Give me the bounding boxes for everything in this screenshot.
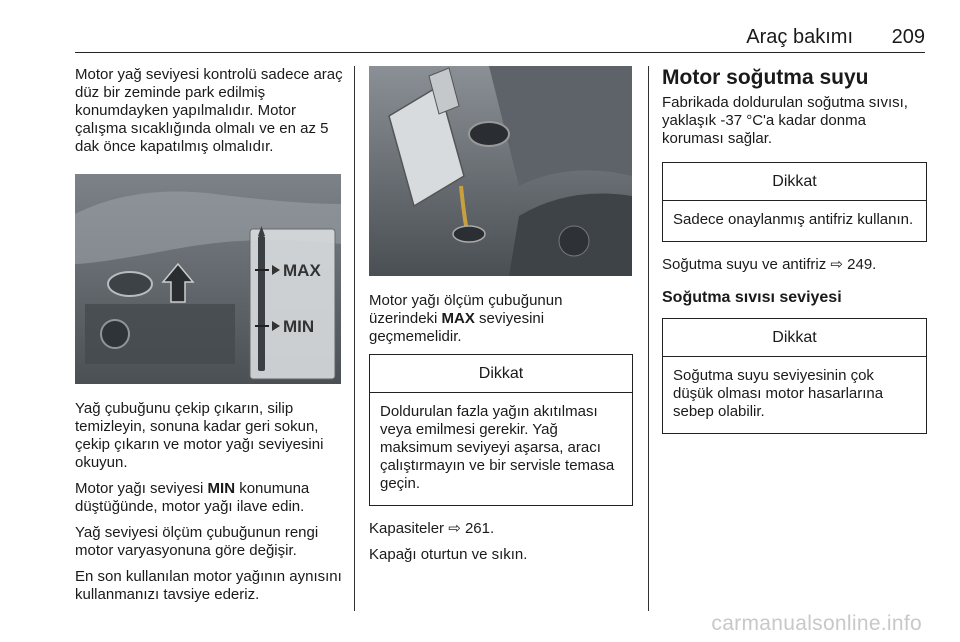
column-divider bbox=[354, 66, 355, 611]
notice-body: Sadece onaylanmış antifriz kullanın. bbox=[673, 211, 914, 228]
oil-filling-image bbox=[369, 66, 632, 276]
section-heading: Motor soğutma suyu bbox=[662, 66, 869, 89]
notice-box bbox=[662, 318, 927, 434]
subsection-heading: Soğutma sıvısı seviyesi bbox=[662, 289, 842, 306]
notice-title: Dikkat bbox=[663, 319, 926, 357]
paragraph: Fabrikada doldurulan soğutma sıvısı, yaklaşık -37 °C'a kadar donma koruması sağlar. bbox=[662, 94, 908, 147]
dipstick-max-label: MAX bbox=[283, 261, 321, 280]
column-left bbox=[75, 66, 343, 612]
bold-min: MIN bbox=[207, 480, 236, 497]
notice-box bbox=[369, 354, 633, 506]
paragraph: Yağ seviyesi ölçüm çubuğunun rengi motor varyasyonuna göre değişir. bbox=[75, 524, 319, 559]
capacities-reference: Kapasiteler ⇨ 261. bbox=[369, 520, 495, 537]
paragraph-max: Motor yağı ölçüm çubuğunun üzerindeki MAX seviyesini geçmemelidir. bbox=[369, 292, 563, 345]
dipstick-min-label: MIN bbox=[283, 317, 315, 336]
page-number: 209 bbox=[891, 26, 925, 48]
notice-title: Dikkat bbox=[663, 163, 926, 201]
notice-box bbox=[662, 162, 927, 242]
notice-title: Dikkat bbox=[370, 355, 632, 393]
page-header bbox=[75, 22, 925, 53]
column-middle bbox=[369, 66, 633, 572]
watermark-text: carmanualsonline.info bbox=[711, 612, 922, 635]
paragraph: Yağ çubuğunu çekip çıkarın, silip temizleyin, sonuna kadar geri sokun, çekip çıkarın ve motor yağı seviyesini okuyun. bbox=[75, 400, 324, 471]
paragraph: Kapağı oturtun ve sıkın. bbox=[369, 546, 528, 563]
notice-body: Doldurulan fazla yağın akıtılması veya emilmesi gerekir. Yağ maksimum seviyeyi aşarsa, aracı çalıştırmayın ve bir servisle temasa geçin. bbox=[380, 403, 615, 492]
column-divider bbox=[648, 66, 649, 611]
intro-paragraph: Motor yağ seviyesi kontrolü sadece araç düz bir zeminde park edilmiş konumdayken yapılmalıdır. Motor çalışma sıcaklığında olmalı ve en az 5 dak önce kapatılmış olmalıdır. bbox=[75, 66, 343, 155]
paragraph: En son kullanılan motor yağının aynısını kullanmanızı tavsiye ederiz. bbox=[75, 568, 342, 603]
paragraph-min: Motor yağı seviyesi MIN konumuna düştüğünde, motor yağı ilave edin. bbox=[75, 480, 310, 515]
notice-body: Soğutma suyu seviyesinin çok düşük olması motor hasarlarına sebep olabilir. bbox=[673, 367, 884, 420]
antifreeze-reference: Soğutma suyu ve antifriz ⇨ 249. bbox=[662, 256, 877, 273]
engine-dipstick-image bbox=[75, 174, 341, 384]
bold-max: MAX bbox=[441, 310, 475, 327]
column-right bbox=[662, 66, 927, 448]
section-title: Araç bakımı bbox=[746, 26, 853, 48]
